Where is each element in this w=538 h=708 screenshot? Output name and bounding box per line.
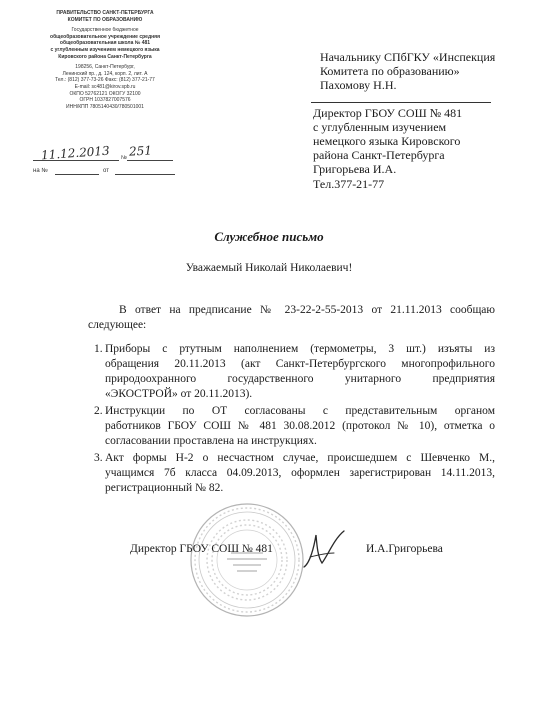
ref-date-label: от: [103, 168, 109, 174]
letter-title: Служебное письмо: [214, 229, 324, 244]
addressee-line: Пахомову Н.Н.: [320, 78, 397, 92]
stamp-line: общеобразовательная школа № 481: [59, 40, 151, 47]
item-number: 3.: [94, 452, 103, 464]
sender-line: Григорьева И.А.: [313, 162, 397, 176]
item-line: Инструкции по ОТ согласованы с представительным органом: [105, 405, 495, 417]
stamp-line: ОКПО 52762121 ОКОГУ 32100: [69, 90, 141, 97]
item-line: обращения 20.11.2013 (акт Санкт-Петербургского многопрофильного: [105, 358, 495, 370]
signature-position: Директор ГБОУ СОШ № 481: [130, 543, 273, 555]
intro-paragraph: [88, 303, 495, 333]
sender-line: немецкого языка Кировского: [313, 134, 461, 148]
stamp-line: ПРАВИТЕЛЬСТВО САНКТ-ПЕТЕРБУРГА: [56, 10, 154, 16]
stamp-line: E-mail: sc481@kirov.spb.ru: [74, 83, 136, 90]
handwritten-signature-icon: [300, 527, 348, 571]
item-line: учащимся 7б класса 04.09.2013, оформлен зарегистрирован 14.11.2013,: [105, 467, 495, 479]
stamp-line: 198256, Санкт-Петербург,: [75, 64, 135, 71]
stamp-line: ИНН/КПП 7805140430/780501001: [66, 103, 144, 110]
registration-number: 251: [128, 143, 153, 159]
item-line: работников ГБОУ СОШ № 481 30.08.2012 (протокол № 10), отметка о: [105, 420, 495, 432]
stamp-line: Кировского района Санкт-Петербурга: [58, 53, 152, 60]
item-line: регистрационный № 82.: [105, 482, 224, 494]
intro-line: [88, 303, 495, 318]
addressee-line: Комитета по образованию»: [320, 64, 460, 78]
sender-line: Тел.377-21-77: [313, 177, 385, 191]
sender-line: района Санкт-Петербурга: [313, 148, 445, 162]
registration-date: 11.12.2013: [40, 143, 111, 163]
item-line: согласовании проставлена на инструкциях.: [105, 435, 317, 447]
list-item: [94, 451, 495, 496]
greeting: Уважаемый Николай Николаевич!: [185, 262, 353, 274]
stamp-line: Ленинский пр., д. 124, корп. 2, лит. А: [62, 70, 148, 77]
ref-number-label: на №: [33, 168, 48, 174]
addressee-line: Начальнику СПбГКУ «Инспекция: [320, 50, 496, 64]
sender-block: [313, 106, 462, 191]
item-number: 2.: [94, 405, 103, 417]
item-line: «ЭКОСТРОЙ» от 20.11.2013).: [105, 388, 253, 400]
item-line: Акт формы Н-2 о несчастном случае, происшедшем с Шевченко М.,: [105, 452, 495, 464]
sender-line: Директор ГБОУ СОШ № 481: [313, 106, 463, 120]
sender-line: с углубленным изучением: [313, 120, 447, 134]
stamp-line: ОГРН 1037827007576: [79, 97, 131, 104]
stamp-line: Тел.: (812) 377-73-26 Факс: (812) 377-21-77: [55, 77, 155, 84]
stamp-line: КОМИТЕТ ПО ОБРАЗОВАНИЮ: [67, 16, 143, 23]
intro-text: В ответ на предписание № 23-22-2-55-2013 от 21.11.2013 сообщаю: [119, 304, 495, 316]
stamp-line: Государственное бюджетное: [71, 27, 139, 34]
item-number: 1.: [94, 343, 103, 355]
round-seal-icon: [187, 500, 307, 620]
item-line: природоохранного государственного унитарного предприятия: [105, 373, 495, 385]
list-item: [94, 404, 495, 449]
reference-fields: [33, 168, 193, 180]
divider: [311, 102, 491, 103]
signature-name: И.А.Григорьева: [366, 543, 443, 555]
sender-stamp: [30, 10, 180, 110]
intro-line: следующее:: [88, 319, 147, 331]
registration-fields: 11.12.2013 № 251: [33, 146, 193, 166]
addressee-block: [320, 50, 495, 92]
item-line: Приборы с ртутным наполнением (термометры, 3 шт.) изъяты из: [105, 343, 495, 355]
list-item: [94, 342, 495, 402]
stamp-line: с углубленным изучением немецкого языка: [50, 46, 160, 53]
stamp-line: общеобразовательное учреждение средняя: [50, 33, 160, 40]
